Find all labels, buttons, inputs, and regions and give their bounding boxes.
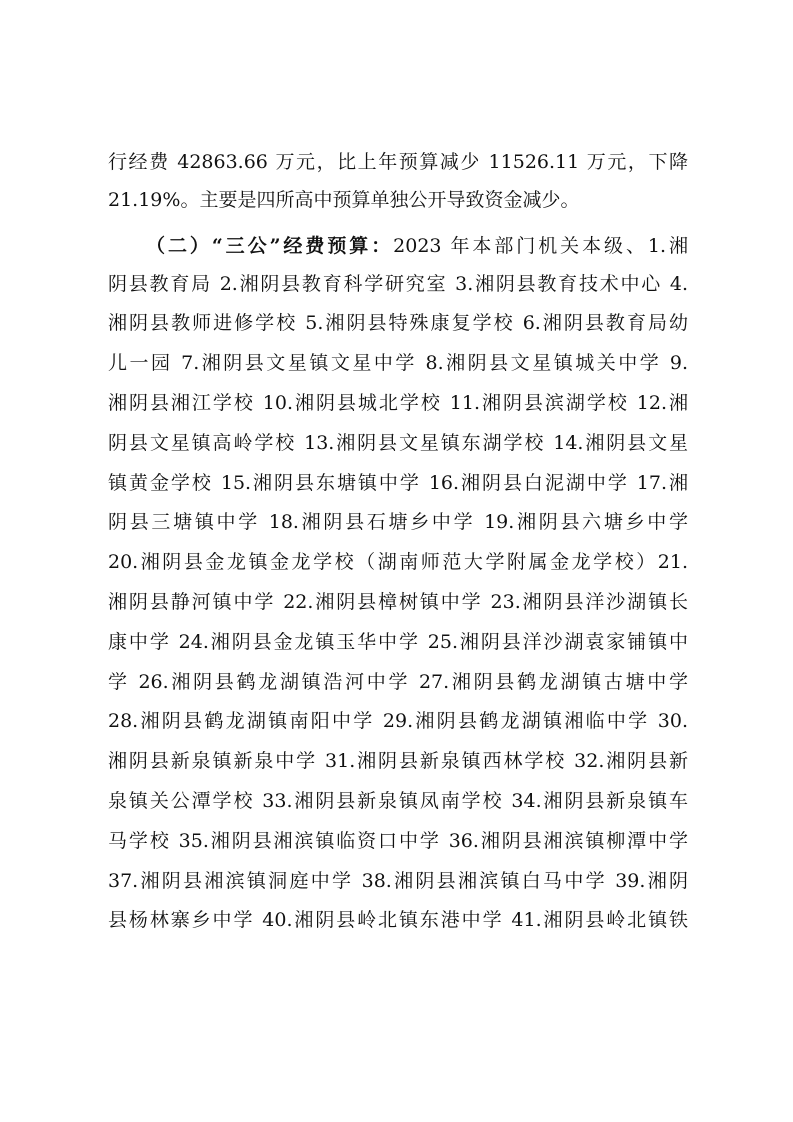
paragraph-line: 37.湘阴县湘滨镇洞庭中学 38.湘阴县湘滨镇白马中学 39.湘阴 bbox=[108, 870, 688, 892]
section-heading: （二）“三公”经费预算： bbox=[146, 235, 394, 257]
section-heading-line bbox=[146, 232, 688, 260]
paragraph-line: 儿一园 7.湘阴县文星镇文星中学 8.湘阴县文星镇城关中学 9. bbox=[108, 352, 688, 374]
paragraph-line: 湘阴县静河镇中学 22.湘阴县樟树镇中学 23.湘阴县洋沙湖镇长 bbox=[108, 591, 688, 613]
paragraph-line: 马学校 35.湘阴县湘滨镇临资口中学 36.湘阴县湘滨镇柳潭中学 bbox=[108, 830, 688, 852]
paragraph-line: 阴县文星镇高岭学校 13.湘阴县文星镇东湖学校 14.湘阴县文星 bbox=[108, 432, 688, 454]
paragraph-line: 康中学 24.湘阴县金龙镇玉华中学 25.湘阴县洋沙湖袁家铺镇中 bbox=[108, 631, 688, 653]
section-heading-rest: 2023 年本部门机关本级、1.湘 bbox=[393, 235, 688, 257]
paragraph-line: 21.19%。主要是四所高中预算单独公开导致资金减少。 bbox=[108, 189, 580, 211]
paragraph-line: 阴县三塘镇中学 18.湘阴县石塘乡中学 19.湘阴县六塘乡中学 bbox=[108, 511, 688, 533]
paragraph-line: 20.湘阴县金龙镇金龙学校（湖南师范大学附属金龙学校）21. bbox=[108, 551, 688, 573]
paragraph-line: 行经费 42863.66 万元，比上年预算减少 11526.11 万元，下降 bbox=[108, 151, 688, 173]
paragraph-line: 学 26.湘阴县鹤龙湖镇浩河中学 27.湘阴县鹤龙湖镇古塘中学 bbox=[108, 671, 688, 693]
paragraph-line: 县杨林寨乡中学 40.湘阴县岭北镇东港中学 41.湘阴县岭北镇铁 bbox=[108, 909, 688, 931]
paragraph-line: 湘阴县教师进修学校 5.湘阴县特殊康复学校 6.湘阴县教育局幼 bbox=[108, 312, 688, 334]
paragraph-line: 泉镇关公潭学校 33.湘阴县新泉镇凤南学校 34.湘阴县新泉镇车 bbox=[108, 790, 688, 812]
paragraph-line: 湘阴县湘江学校 10.湘阴县城北学校 11.湘阴县滨湖学校 12.湘 bbox=[108, 392, 688, 414]
paragraph-line: 28.湘阴县鹤龙湖镇南阳中学 29.湘阴县鹤龙湖镇湘临中学 30. bbox=[108, 710, 688, 732]
paragraph-line: 镇黄金学校 15.湘阴县东塘镇中学 16.湘阴县白泥湖中学 17.湘 bbox=[108, 472, 688, 494]
paragraph-line: 湘阴县新泉镇新泉中学 31.湘阴县新泉镇西林学校 32.湘阴县新 bbox=[108, 750, 688, 772]
paragraph-line: 阴县教育局 2.湘阴县教育科学研究室 3.湘阴县教育技术中心 4. bbox=[108, 273, 688, 295]
